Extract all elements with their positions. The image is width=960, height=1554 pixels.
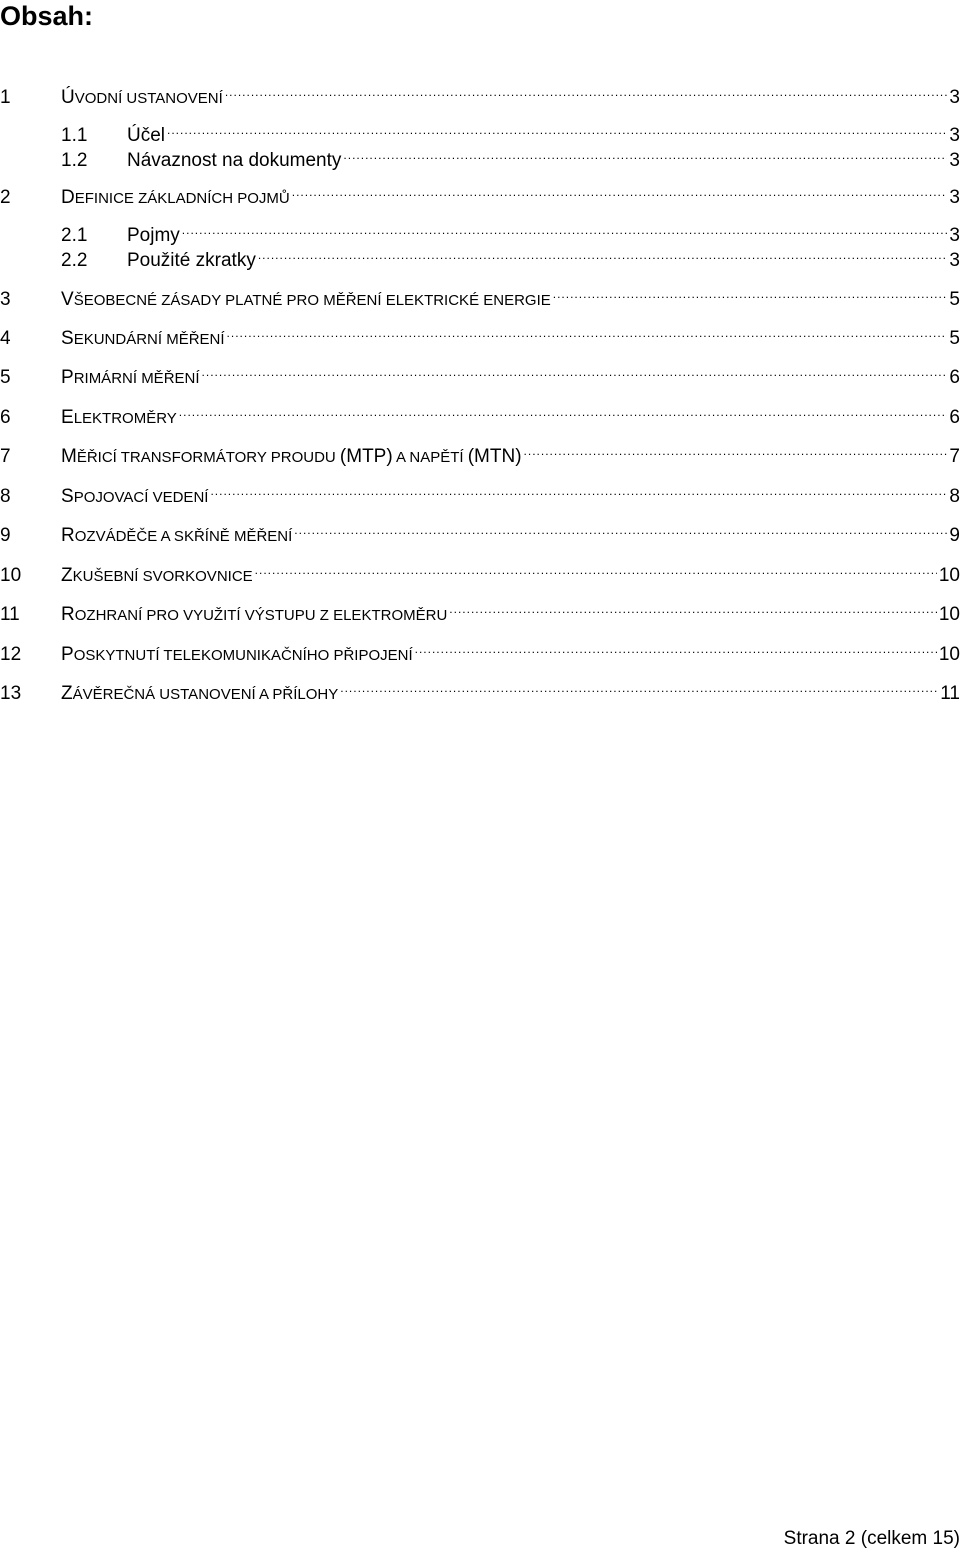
toc-leader-dots (227, 318, 948, 344)
toc-entry-number: 2.2 (61, 250, 88, 271)
toc-entry-title: PRIMÁRNÍ MĚŘENÍ (61, 367, 200, 388)
toc-entry-7[interactable] (0, 436, 960, 467)
toc-entry-number: 8 (0, 486, 11, 507)
toc-entry-number: 11 (0, 604, 20, 625)
toc-entry-3[interactable] (0, 279, 960, 310)
toc-leader-dots (182, 215, 948, 241)
toc-entry-title: DEFINICE ZÁKLADNÍCH POJMŮ (61, 187, 290, 208)
toc-entry-number: 9 (0, 525, 11, 546)
toc-entry-1[interactable] (0, 77, 960, 108)
toc-entry-page: 3 (949, 225, 960, 246)
toc-entry-2[interactable] (0, 177, 960, 208)
toc-entry-title: ROZHRANÍ PRO VYUŽITÍ VÝSTUPU Z ELEKTROMĚRU (61, 604, 448, 625)
toc-entry-page: 6 (949, 407, 960, 428)
toc-entry-page: 7 (949, 446, 960, 467)
toc-entry-number: 3 (0, 289, 11, 310)
toc-entry-title: VŠEOBECNÉ ZÁSADY PLATNÉ PRO MĚŘENÍ ELEKTRICKÉ ENERGIE (61, 289, 551, 310)
toc-entry-page: 3 (949, 187, 960, 208)
toc-entry-2-2[interactable] (0, 240, 960, 271)
toc-entry-page: 5 (949, 328, 960, 349)
toc-entry-title: ZKUŠEBNÍ SVORKOVNICE (61, 565, 253, 586)
toc-entry-page: 5 (949, 289, 960, 310)
toc-leader-dots (294, 515, 947, 541)
toc-entry-page: 9 (949, 525, 960, 546)
toc-entry-6[interactable] (0, 397, 960, 428)
toc-entry-title: ELEKTROMĚRY (61, 407, 177, 428)
toc-title: Obsah: (0, 1, 94, 31)
toc-leader-dots (415, 634, 937, 660)
toc-leader-dots (167, 115, 947, 141)
toc-leader-dots (255, 555, 937, 581)
toc-entry-page: 6 (949, 367, 960, 388)
toc-leader-dots (202, 357, 948, 383)
toc-entry-number: 13 (0, 683, 22, 704)
toc-entry-page: 3 (949, 150, 960, 171)
toc-entry-page: 10 (938, 604, 960, 625)
toc-leader-dots (553, 279, 948, 305)
toc-entry-number: 2.1 (61, 225, 88, 246)
toc-entry-number: 1.1 (61, 125, 88, 146)
toc-entry-title: Pojmy (127, 225, 180, 246)
toc-entry-number: 2 (0, 187, 11, 208)
toc-leader-dots (343, 140, 947, 166)
toc-entry-page: 10 (938, 644, 960, 665)
toc-leader-dots (258, 240, 948, 266)
toc-entry-8[interactable] (0, 476, 960, 507)
toc-entry-title: SEKUNDÁRNÍ MĚŘENÍ (61, 328, 225, 349)
toc-leader-dots (225, 77, 948, 103)
toc-entry-title: ÚVODNÍ USTANOVENÍ (61, 87, 223, 108)
toc-leader-dots (524, 436, 948, 462)
toc-leader-dots (449, 594, 937, 620)
toc-entry-title: ROZVÁDĚČE A SKŘÍNĚ MĚŘENÍ (61, 525, 293, 546)
toc-entry-title: SPOJOVACÍ VEDENÍ (61, 486, 209, 507)
toc-entry-page: 3 (949, 87, 960, 108)
toc-leader-dots (340, 673, 938, 699)
toc-entry-4[interactable] (0, 318, 960, 349)
toc-entry-13[interactable] (0, 673, 960, 704)
toc-entry-number: 6 (0, 407, 11, 428)
toc-entry-page: 8 (949, 486, 960, 507)
toc-entry-1-2[interactable] (0, 140, 960, 171)
toc-entry-title: Návaznost na dokumenty (127, 150, 342, 171)
toc-entry-number: 7 (0, 446, 11, 467)
toc-entry-page: 11 (940, 683, 960, 704)
toc-entry-number: 1.2 (61, 150, 88, 171)
toc-entry-number: 10 (0, 565, 22, 586)
toc-entry-page: 3 (949, 250, 960, 271)
toc-entry-title: ZÁVĚREČNÁ USTANOVENÍ A PŘÍLOHY (61, 683, 339, 704)
toc-entry-page: 10 (938, 565, 960, 586)
toc-entry-5[interactable] (0, 357, 960, 388)
toc-entry-9[interactable] (0, 515, 960, 546)
toc-entry-number: 12 (0, 644, 22, 665)
toc-entry-number: 4 (0, 328, 11, 349)
toc-entry-1-1[interactable] (0, 115, 960, 146)
toc-entry-page: 3 (949, 125, 960, 146)
toc-entry-number: 1 (0, 87, 11, 108)
toc-entry-2-1[interactable] (0, 215, 960, 246)
toc-entry-title: POSKYTNUTÍ TELEKOMUNIKAČNÍHO PŘIPOJENÍ (61, 644, 413, 665)
toc-leader-dots (292, 177, 948, 203)
toc-entry-12[interactable] (0, 634, 960, 665)
toc-leader-dots (210, 476, 947, 502)
toc-entry-title: MĚŘICÍ TRANSFORMÁTORY PROUDU (MTP) A NAPĚTÍ (MTN) (61, 446, 522, 467)
page-footer: Strana 2 (celkem 15) (783, 1528, 960, 1549)
toc-entry-number: 5 (0, 367, 11, 388)
toc-entry-title: Použité zkratky (127, 250, 256, 271)
toc-entry-10[interactable] (0, 555, 960, 586)
toc-entry-11[interactable] (0, 594, 960, 625)
toc-entry-title: Účel (127, 125, 166, 146)
toc-leader-dots (179, 397, 948, 423)
